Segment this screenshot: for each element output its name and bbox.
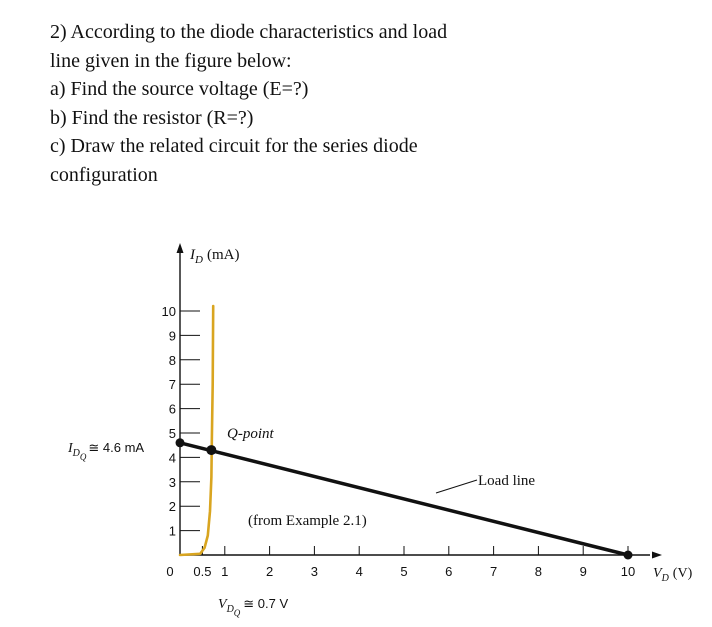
x-tick-label: 6: [445, 564, 453, 579]
y-tick-label: 7: [168, 377, 176, 393]
x-tick-label: 5: [400, 564, 408, 579]
y-tick-label: 5: [168, 426, 176, 441]
y-tick-label: 6: [168, 401, 176, 417]
question-line-a: a) Find the source voltage (E=?): [50, 78, 309, 100]
y-tick-label: 4: [168, 450, 176, 466]
x-tick-label: 2: [265, 564, 274, 579]
load-line-leader: [436, 480, 477, 493]
y-axis-arrow: [177, 243, 184, 253]
load-line-label: Load line: [478, 473, 536, 489]
x-axis-arrow: [652, 552, 662, 559]
x-tick-label: 1: [221, 564, 229, 579]
y-tick-label: 9: [168, 328, 176, 344]
q-point-label: Q-point: [227, 426, 274, 442]
x-tick-label: 9: [579, 564, 587, 579]
question-line-2: line given in the figure below:: [50, 49, 292, 72]
y-tick-label: 2: [168, 499, 176, 515]
vdq-label: $V_{DQ}≅$ 0.7 V: [218, 596, 289, 618]
i-intercept-point: [176, 438, 185, 447]
y-tick-label: 3: [168, 474, 176, 490]
question-line-c-cont: configuration: [50, 163, 158, 186]
x-tick-label: 0.5: [193, 564, 212, 579]
x-tick-label: 7: [489, 564, 498, 579]
question-line-c: c) Draw the related circuit for the series diode: [50, 135, 418, 157]
y-tick-label: 8: [168, 352, 176, 368]
diode-characteristic-curve: [180, 306, 213, 555]
x-axis-label: $V_D$ (V): [653, 566, 693, 584]
question-line-1: 2) According to the diode characteristics and load: [50, 21, 448, 43]
x-tick-label: 3: [310, 564, 319, 579]
x-tick-label: 4: [355, 564, 363, 579]
x-tick-label: 8: [534, 564, 543, 579]
x-tick-label: 10: [620, 564, 636, 579]
y-axis-label: $I_D$ (mA): [190, 247, 240, 266]
v-intercept-point: [624, 551, 633, 560]
example-label: (from Example 2.1): [248, 513, 367, 529]
question-line-b: b) Find the resistor (R=?): [50, 106, 254, 129]
q-point-point: [206, 445, 216, 455]
load-line: [180, 443, 628, 555]
y-tick-label: 1: [168, 523, 176, 539]
idq-label: $I_{DQ}≅$ 4.6 mA: [68, 440, 145, 462]
y-tick-label: 10: [161, 304, 176, 319]
origin-label: 0: [166, 564, 174, 579]
